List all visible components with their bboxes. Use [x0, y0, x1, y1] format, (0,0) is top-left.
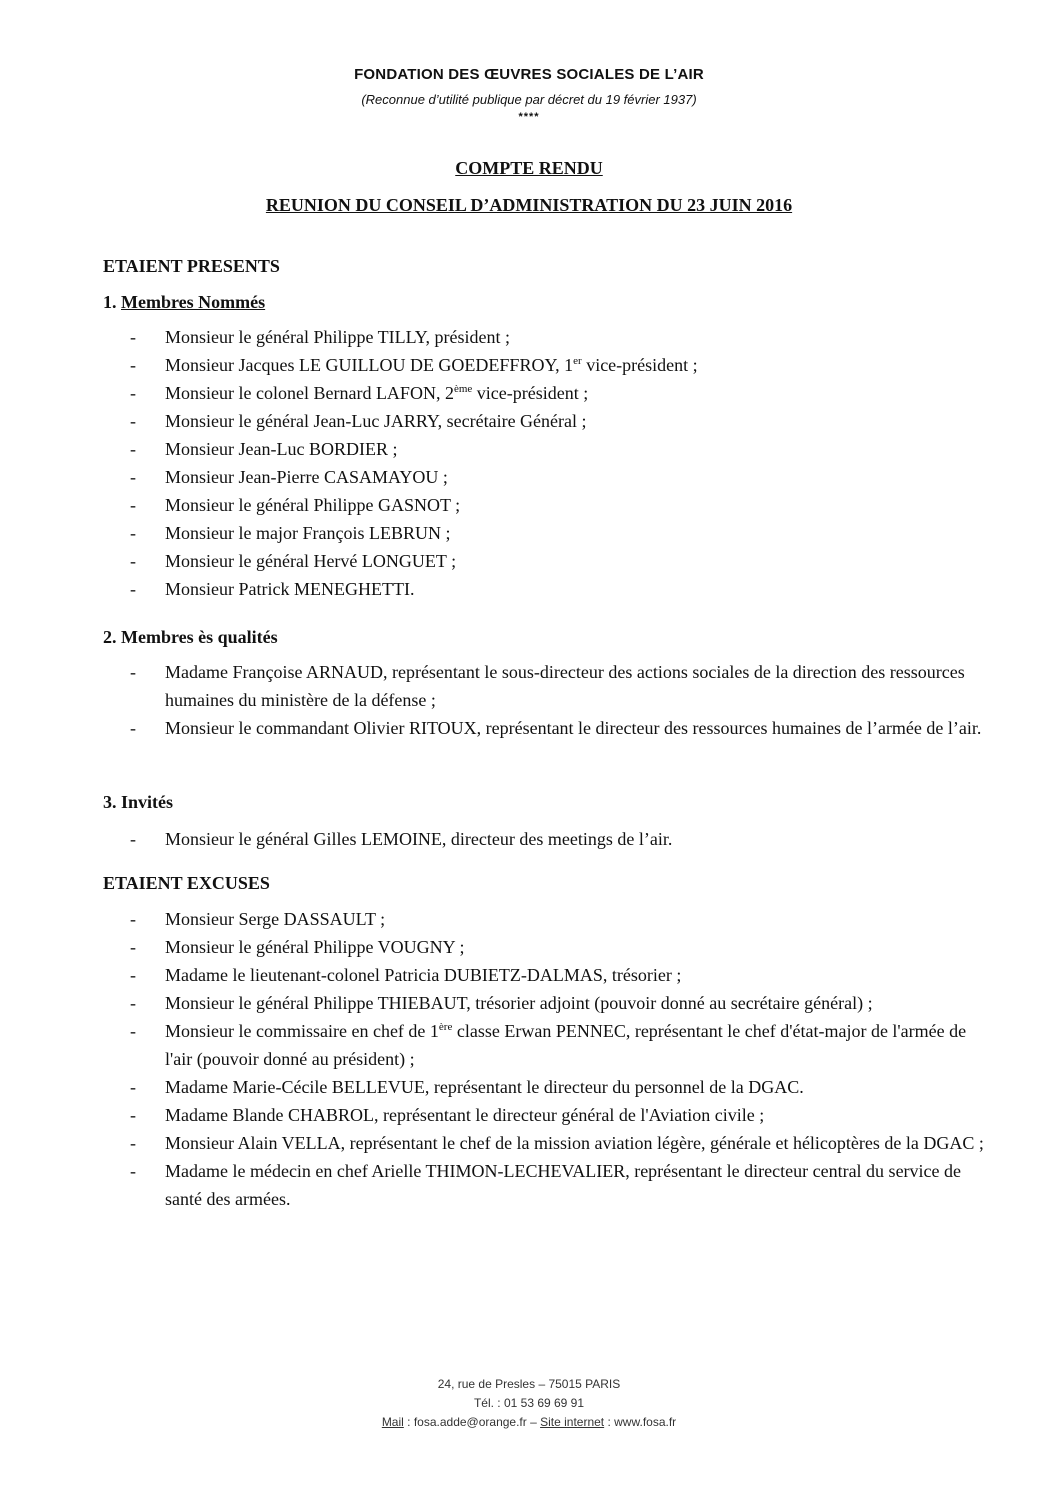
list-item: - Monsieur le général Philippe GASNOT ;	[0, 491, 985, 519]
site-value: : www.fosa.fr	[604, 1415, 677, 1429]
list-dash: -	[130, 965, 136, 985]
list-item: - Monsieur le général Hervé LONGUET ;	[0, 547, 985, 575]
meeting-title: REUNION DU CONSEIL D’ADMINISTRATION DU 23 JUIN 2016	[265, 195, 793, 215]
separator-stars: ****	[518, 111, 540, 123]
document-title: COMPTE RENDU	[455, 158, 603, 178]
list-item: - Madame Blande CHABROL, représentant le directeur général de l'Aviation civile ;	[0, 1101, 985, 1129]
list-item: - Monsieur le colonel Bernard LAFON, 2ème vice-président ;	[0, 379, 985, 407]
list-item: - Monsieur le major François LEBRUN ;	[0, 519, 985, 547]
excuses-heading: ETAIENT EXCUSES	[103, 873, 270, 893]
footer-address: 24, rue de Presles – 75015 PARIS	[437, 1377, 621, 1391]
list-item: - Monsieur Serge DASSAULT ;	[0, 905, 985, 933]
list-item: - Monsieur le commissaire en chef de 1ère classe Erwan PENNEC, représentant le chef d'état-major de l'armée de l'air (pouvoir donné au président) ;	[0, 1017, 985, 1073]
list-dash: -	[130, 1105, 136, 1125]
list-dash: -	[130, 467, 136, 487]
excuses-list	[0, 905, 1058, 1213]
list-dash: -	[130, 355, 136, 375]
footer-contact	[0, 1413, 1058, 1432]
list-item: - Monsieur Alain VELLA, représentant le chef de la mission aviation légère, générale et hélicoptères de la DGAC ;	[0, 1129, 985, 1157]
list-item: - Monsieur Patrick MENEGHETTI.	[0, 575, 985, 603]
list-dash: -	[130, 579, 136, 599]
nommes-list	[0, 323, 1058, 603]
qualites-list	[0, 658, 1058, 742]
list-dash: -	[130, 909, 136, 929]
list-item: - Monsieur Jean-Pierre CASAMAYOU ;	[0, 463, 985, 491]
list-dash: -	[130, 829, 136, 849]
list-item: - Madame le médecin en chef Arielle THIMON-LECHEVALIER, représentant le directeur central du service de santé des armées.	[0, 1157, 985, 1213]
organization-subtitle: (Reconnue d’utilité publique par décret du 19 février 1937)	[361, 92, 697, 107]
site-label: Site internet	[540, 1415, 605, 1429]
footer-phone: Tél. : 01 53 69 69 91	[473, 1396, 585, 1410]
list-dash: -	[130, 662, 136, 682]
list-item: - Madame le lieutenant-colonel Patricia DUBIETZ-DALMAS, trésorier ;	[0, 961, 985, 989]
invites-list	[0, 825, 1058, 853]
list-item: - Monsieur le commandant Olivier RITOUX, représentant le directeur des ressources humaines de l’armée de l’air.	[0, 714, 985, 742]
list-dash: -	[130, 937, 136, 957]
list-item: - Monsieur le général Philippe TILLY, président ;	[0, 323, 985, 351]
list-dash: -	[130, 383, 136, 403]
list-dash: -	[130, 495, 136, 515]
list-item: - Madame Françoise ARNAUD, représentant le sous-directeur des actions sociales de la direction des ressources humaines du ministère de la défense ;	[0, 658, 985, 714]
list-dash: -	[130, 1161, 136, 1181]
list-dash: -	[130, 411, 136, 431]
qualites-heading: 2. Membres ès qualités	[103, 627, 278, 647]
invites-heading: 3. Invités	[103, 792, 174, 812]
list-dash: -	[130, 993, 136, 1013]
list-item: - Monsieur Jean-Luc BORDIER ;	[0, 435, 985, 463]
list-item: - Monsieur le général Jean-Luc JARRY, secrétaire Général ;	[0, 407, 985, 435]
mail-value: : fosa.adde@orange.fr –	[403, 1415, 541, 1429]
list-dash: -	[130, 1133, 136, 1153]
list-dash: -	[130, 327, 136, 347]
presents-heading: ETAIENT PRESENTS	[103, 256, 280, 276]
organization-name: FONDATION DES ŒUVRES SOCIALES DE L’AIR	[354, 66, 704, 83]
list-item: - Monsieur le général Gilles LEMOINE, directeur des meetings de l’air.	[0, 825, 985, 853]
list-dash: -	[130, 551, 136, 571]
list-item: - Monsieur Jacques LE GUILLOU DE GOEDEFFROY, 1er vice-président ;	[0, 351, 985, 379]
list-dash: -	[130, 523, 136, 543]
list-item: - Monsieur le général Philippe THIEBAUT, trésorier adjoint (pouvoir donné au secrétaire général) ;	[0, 989, 985, 1017]
list-dash: -	[130, 1077, 136, 1097]
list-dash: -	[130, 439, 136, 459]
mail-label: Mail	[381, 1415, 404, 1429]
list-item: - Madame Marie-Cécile BELLEVUE, représentant le directeur du personnel de la DGAC.	[0, 1073, 985, 1101]
nommes-number: 1.	[103, 292, 117, 312]
footer	[0, 1375, 1058, 1432]
nommes-heading	[103, 292, 265, 313]
list-item: - Monsieur le général Philippe VOUGNY ;	[0, 933, 985, 961]
list-dash: -	[130, 1021, 136, 1041]
nommes-title: Membres Nommés	[121, 292, 266, 312]
list-dash: -	[130, 718, 136, 738]
